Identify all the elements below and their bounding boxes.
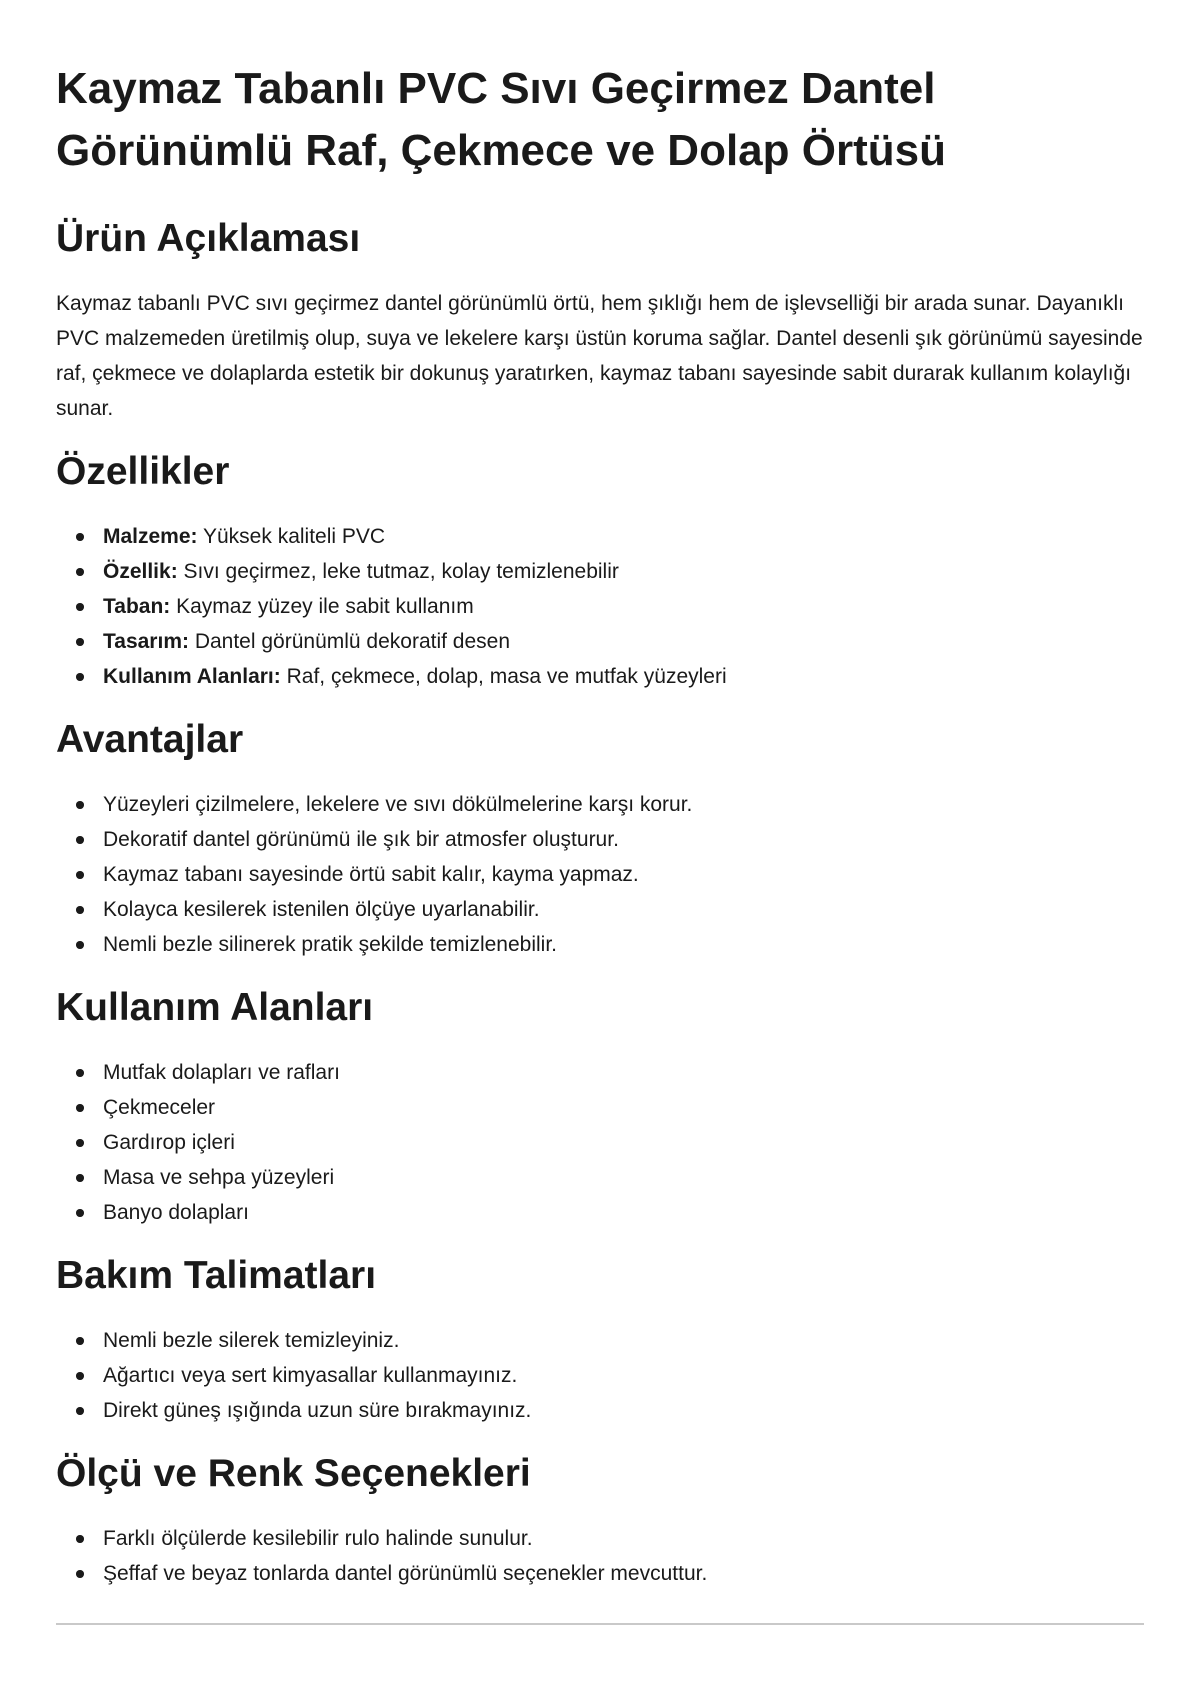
bullet-icon bbox=[76, 836, 84, 844]
bakim-talimatlari-list bbox=[56, 1323, 1144, 1428]
section-heading-bakim-talimatlari: Bakım Talimatları bbox=[56, 1254, 377, 1297]
list-item bbox=[103, 1055, 1144, 1090]
list-item bbox=[103, 1160, 1144, 1195]
bullet-icon bbox=[76, 673, 84, 681]
ozellikler-list bbox=[56, 519, 1144, 694]
list-item bbox=[103, 787, 1144, 822]
list-item bbox=[103, 927, 1144, 962]
bullet-icon bbox=[76, 1535, 84, 1543]
list-item-text: Kolayca kesilerek istenilen ölçüye uyarlanabilir. bbox=[103, 898, 540, 921]
document-sections bbox=[56, 214, 1144, 1625]
list-item-text: Yüksek kaliteli PVC bbox=[203, 525, 386, 548]
list-item-label: Tasarım: bbox=[103, 630, 189, 653]
list-item bbox=[103, 1195, 1144, 1230]
bullet-icon bbox=[76, 568, 84, 576]
bullet-icon bbox=[76, 1570, 84, 1578]
list-item-text: Mutfak dolapları ve rafları bbox=[103, 1061, 340, 1084]
list-item bbox=[103, 1125, 1144, 1160]
list-item-text: Banyo dolapları bbox=[103, 1201, 249, 1224]
list-item-text: Masa ve sehpa yüzeyleri bbox=[103, 1166, 335, 1189]
list-item-label: Malzeme: bbox=[103, 525, 198, 548]
list-item bbox=[103, 659, 1144, 694]
bullet-icon bbox=[76, 1174, 84, 1182]
list-item-text: Nemli bezle silerek temizleyiniz. bbox=[103, 1329, 400, 1352]
bullet-icon bbox=[76, 1372, 84, 1380]
avantajlar-list bbox=[56, 787, 1144, 962]
list-item-text: Kaymaz yüzey ile sabit kullanım bbox=[176, 595, 474, 618]
list-item-text: Ağartıcı veya sert kimyasallar kullanmayınız. bbox=[103, 1364, 518, 1387]
list-item-text: Çekmeceler bbox=[103, 1096, 216, 1119]
section-heading-avantajlar: Avantajlar bbox=[56, 718, 244, 761]
list-item bbox=[103, 1323, 1144, 1358]
list-item bbox=[103, 892, 1144, 927]
list-item bbox=[103, 822, 1144, 857]
list-item bbox=[103, 554, 1144, 589]
list-item-label: Kullanım Alanları: bbox=[103, 665, 281, 688]
bullet-icon bbox=[76, 603, 84, 611]
list-item-text: Farklı ölçülerde kesilebilir rulo halinde sunulur. bbox=[103, 1527, 533, 1550]
bullet-icon bbox=[76, 1139, 84, 1147]
list-item bbox=[103, 589, 1144, 624]
paragraph-urun-aciklamasi: Kaymaz tabanlı PVC sıvı geçirmez dantel görünümlü örtü, hem şıklığı hem de işlevselliği bir arada sunar. Dayanıklı PVC malzemeden üretilmiş olup, suya ve lekelere karşı üstün koruma sağlar. Dantel desenli şık görünümü sayesinde raf, çekmece ve dolaplarda estetik bir dokunuş yaratırken, kaymaz tabanı sayesinde sabit durarak kullanım kolaylığı sunar. bbox=[56, 292, 1143, 420]
section-heading-kullanim-alanlari: Kullanım Alanları bbox=[56, 986, 374, 1029]
list-item-text: Sıvı geçirmez, leke tutmaz, kolay temizlenebilir bbox=[183, 560, 619, 583]
list-item bbox=[103, 1358, 1144, 1393]
list-item bbox=[103, 1393, 1144, 1428]
list-item bbox=[103, 857, 1144, 892]
bullet-icon bbox=[76, 1104, 84, 1112]
list-item-text: Kaymaz tabanı sayesinde örtü sabit kalır, kayma yapmaz. bbox=[103, 863, 639, 886]
list-item-text: Dantel görünümlü dekoratif desen bbox=[194, 630, 511, 653]
section-heading-olcu-ve-renk-secenekleri: Ölçü ve Renk Seçenekleri bbox=[56, 1452, 531, 1495]
bullet-icon bbox=[76, 1407, 84, 1415]
page-title: Kaymaz Tabanlı PVC Sıvı Geçirmez Dantel Görünümlü Raf, Çekmece ve Dolap Örtüsü bbox=[56, 64, 946, 175]
list-item-text: Yüzeyleri çizilmelere, lekelere ve sıvı dökülmelerine karşı korur. bbox=[103, 793, 693, 816]
bullet-icon bbox=[76, 871, 84, 879]
section-heading-urun-aciklamasi: Ürün Açıklaması bbox=[56, 217, 361, 260]
olcu-ve-renk-secenekleri-list bbox=[56, 1521, 1144, 1591]
list-item bbox=[103, 624, 1144, 659]
list-item-label: Özellik: bbox=[103, 560, 178, 583]
list-item-text: Raf, çekmece, dolap, masa ve mutfak yüzeyleri bbox=[286, 665, 727, 688]
list-item-text: Dekoratif dantel görünümü ile şık bir atmosfer oluşturur. bbox=[103, 828, 619, 851]
bullet-icon bbox=[76, 533, 84, 541]
bullet-icon bbox=[76, 801, 84, 809]
list-item bbox=[103, 1556, 1144, 1591]
bullet-icon bbox=[76, 1337, 84, 1345]
list-item bbox=[103, 1090, 1144, 1125]
bullet-icon bbox=[76, 638, 84, 646]
bullet-icon bbox=[76, 1209, 84, 1217]
bullet-icon bbox=[76, 906, 84, 914]
kullanim-alanlari-list bbox=[56, 1055, 1144, 1230]
divider bbox=[56, 1623, 1144, 1625]
bullet-icon bbox=[76, 1069, 84, 1077]
list-item-text: Şeffaf ve beyaz tonlarda dantel görünümlü seçenekler mevcuttur. bbox=[103, 1562, 708, 1585]
list-item-text: Direkt güneş ışığında uzun süre bırakmayınız. bbox=[103, 1399, 532, 1422]
list-item-label: Taban: bbox=[103, 595, 171, 618]
section-heading-ozellikler: Özellikler bbox=[56, 450, 230, 493]
list-item bbox=[103, 1521, 1144, 1556]
list-item-text: Gardırop içleri bbox=[103, 1131, 235, 1154]
list-item bbox=[103, 519, 1144, 554]
bullet-icon bbox=[76, 941, 84, 949]
list-item-text: Nemli bezle silinerek pratik şekilde temizlenebilir. bbox=[103, 933, 558, 956]
